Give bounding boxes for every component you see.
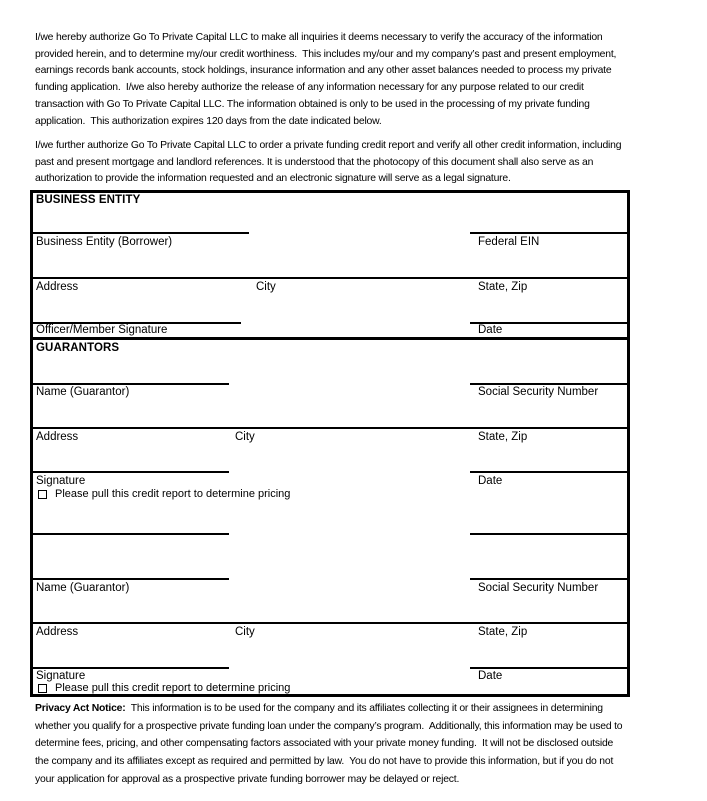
g2-city-label: City — [235, 626, 255, 638]
authorization-paragraph-1 — [35, 30, 616, 130]
business-borrower-label: Business Entity (Borrower) — [36, 236, 173, 248]
guarantors-header: GUARANTORS — [36, 342, 120, 354]
business-address-label: Address — [36, 281, 79, 293]
authorization-form-box — [30, 190, 630, 697]
checkbox-icon[interactable] — [38, 490, 47, 499]
paragraph-line — [35, 700, 622, 718]
paragraph-line: past and present mortgage and landlord references. It is understood that the photocopy of this document shall also serve as an — [35, 156, 594, 168]
paragraph-line: your application for approval as a prospective private funding borrower may be delayed or reject. — [35, 773, 460, 785]
g1-date-label: Date — [478, 475, 503, 487]
blank-row-line-left — [33, 533, 229, 535]
g2-signature-field-line[interactable] — [33, 667, 229, 669]
privacy-notice-lead: Privacy Act Notice: — [35, 703, 126, 714]
business-entity-field-line[interactable] — [33, 232, 249, 234]
g1-address-label: Address — [36, 431, 79, 443]
g1-checkbox-label: Please pull this credit report to determine pricing — [55, 488, 291, 500]
paragraph-line: transaction with Go To Private Capital LLC. The information obtained is only to be used in the processing of my private funding — [35, 98, 590, 110]
paragraph-line: I/we further authorize Go To Private Capital LLC to order a private funding credit report and verify all other credit information, including — [35, 140, 622, 151]
business-address-field-line[interactable] — [33, 277, 627, 279]
paragraph-line: funding application. I/we also hereby authorize the release of any information necessary for any purpose related to our credit — [35, 82, 584, 94]
privacy-notice-line1: This information is to be used for the company and its affiliates collecting it or their assignees in determining — [125, 703, 603, 714]
g1-city-label: City — [235, 431, 255, 443]
g2-ssn-field-line[interactable] — [470, 578, 627, 580]
paragraph-line: I/we hereby authorize Go To Private Capital LLC to make all inquiries it deems necessary to verify the accuracy of the information — [35, 32, 603, 43]
checkbox-icon[interactable] — [38, 684, 47, 693]
paragraph-line: provided herein, and to determine my/our credit worthiness. This includes my/our and my company’s past and present employment, — [35, 48, 617, 60]
g1-ssn-label: Social Security Number — [478, 386, 599, 398]
g2-signature-label: Signature — [36, 670, 86, 682]
g2-ssn-label: Social Security Number — [478, 582, 599, 594]
paragraph-line: the company and its affiliates except as required and permitted by law. You do not have to provide this information, but if you do not — [35, 756, 614, 768]
g1-signature-field-line[interactable] — [33, 471, 229, 473]
business-statezip-label: State, Zip — [478, 281, 528, 293]
g1-date-field-line[interactable] — [470, 471, 627, 473]
g1-statezip-label: State, Zip — [478, 431, 528, 443]
business-date-label: Date — [478, 324, 503, 336]
business-entity-header: BUSINESS ENTITY — [36, 194, 141, 206]
g1-name-field-line[interactable] — [33, 383, 229, 385]
g2-date-label: Date — [478, 670, 503, 682]
paragraph-line: application. This authorization expires 120 days from the date indicated below. — [35, 115, 382, 127]
g2-address-field-line[interactable] — [33, 622, 627, 624]
g1-ssn-field-line[interactable] — [470, 383, 627, 385]
federal-ein-field-line[interactable] — [470, 232, 627, 234]
g2-statezip-label: State, Zip — [478, 626, 528, 638]
section-divider — [33, 337, 627, 340]
authorization-paragraph-2 — [35, 138, 621, 188]
paragraph-line: authorization to provide the information requested and an electronic signature will serve as a legal signature. — [35, 173, 511, 185]
officer-signature-label: Officer/Member Signature — [36, 324, 168, 336]
g1-address-field-line[interactable] — [33, 427, 627, 429]
paragraph-line: whether you qualify for a prospective private funding loan under the company’s program. Additionally, this information may be used to — [35, 720, 623, 732]
business-city-label: City — [256, 281, 276, 293]
g1-pricing-checkbox-row[interactable] — [38, 488, 290, 500]
g2-date-field-line[interactable] — [470, 667, 627, 669]
g1-name-label: Name (Guarantor) — [36, 386, 130, 398]
privacy-act-notice — [35, 700, 622, 789]
g1-signature-label: Signature — [36, 475, 86, 487]
paragraph-line: determine fees, pricing, and other compensating factors associated with your private money funding. It will not be disclosed outside — [35, 738, 614, 750]
g2-checkbox-label: Please pull this credit report to determine pricing — [55, 682, 291, 694]
paragraph-line: earnings records bank accounts, stock holdings, insurance information and any other asset balances needed to process my private — [35, 65, 612, 77]
g2-pricing-checkbox-row[interactable] — [38, 682, 290, 694]
g2-name-field-line[interactable] — [33, 578, 229, 580]
g2-name-label: Name (Guarantor) — [36, 582, 130, 594]
g2-address-label: Address — [36, 626, 79, 638]
blank-row-line-right — [470, 533, 627, 535]
federal-ein-label: Federal EIN — [478, 236, 540, 248]
